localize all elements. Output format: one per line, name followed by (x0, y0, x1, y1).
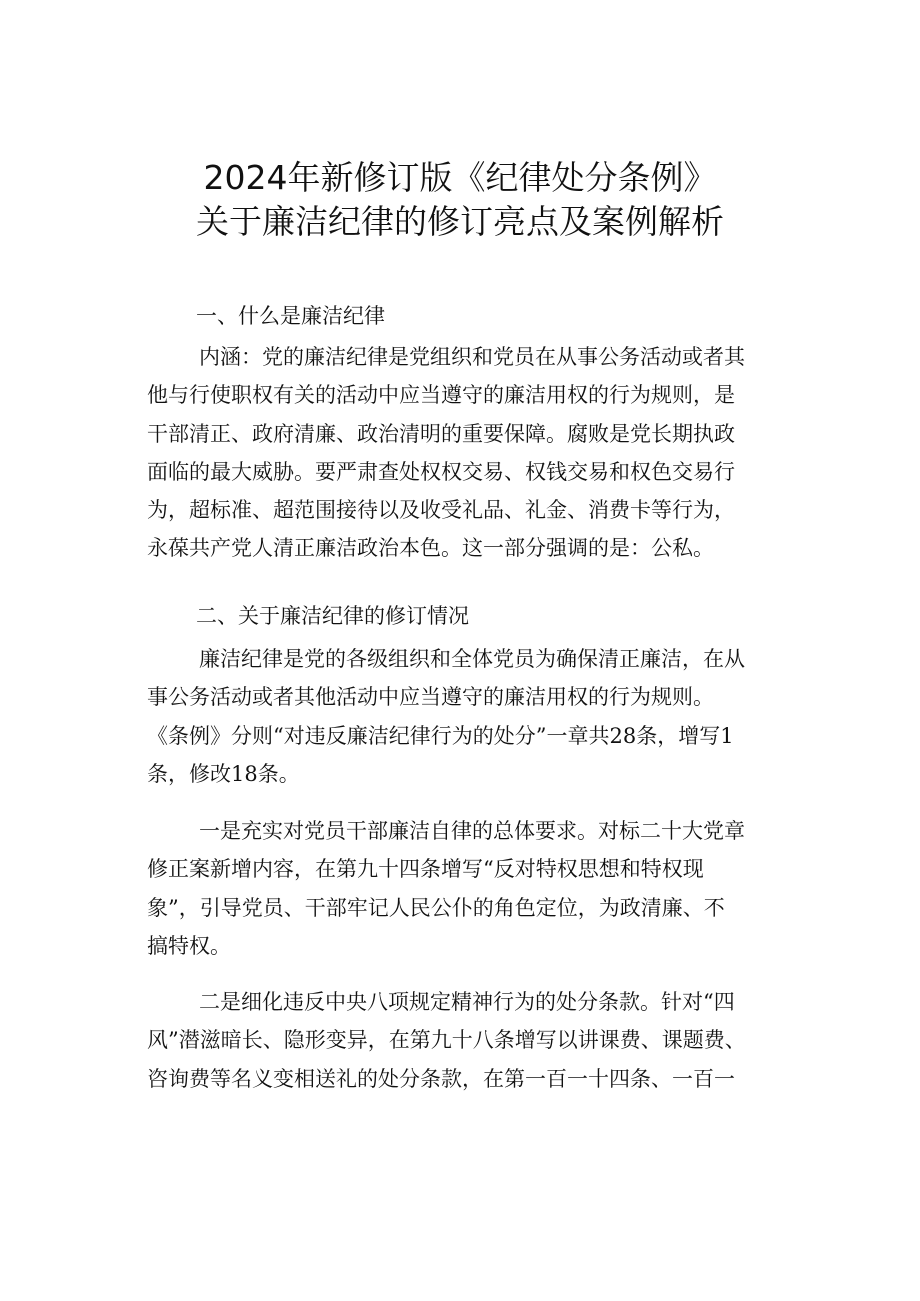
section-2-heading: 二、关于廉洁纪律的修订情况 (196, 604, 469, 628)
paragraph-line: 象”，引导党员、干部牢记人民公仆的角色定位，为政清廉、不 (147, 895, 725, 920)
paragraph-line: 为，超标准、超范围接待以及收受礼品、礼金、消费卡等行为， (147, 498, 735, 523)
section-1-heading: 一、什么是廉洁纪律 (196, 304, 385, 328)
paragraph-line: 修正案新增内容，在第九十四条增写“反对特权思想和特权现 (147, 857, 704, 882)
paragraph-line: 条，修改18条。 (147, 761, 300, 786)
paragraph-line: 他与行使职权有关的活动中应当遵守的廉洁用权的行为规则，是 (147, 383, 735, 408)
paragraph-line: 面临的最大威胁。要严肃查处权权交易、权钱交易和权色交易行 (147, 459, 735, 484)
paragraph-line: 咨询费等名义变相送礼的处分条款，在第一百一十四条、一百一 (147, 1066, 735, 1091)
paragraph-line: 永葆共产党人清正廉洁政治本色。这一部分强调的是：公私。 (147, 536, 714, 561)
document-title-line-1: 2024年新修订版《纪律处分条例》 (203, 158, 717, 197)
section-2-paragraph-2 (147, 812, 807, 965)
paragraph-line: 二是细化违反中央八项规定精神行为的处分条款。针对“四 (199, 990, 735, 1014)
paragraph-line: 事公务活动或者其他活动中应当遵守的廉洁用权的行为规则。 (147, 685, 714, 710)
section-2-paragraph-1 (147, 640, 807, 793)
paragraph-line: 风”潜滋暗长、隐形变异，在第九十八条增写以讲课费、课题费、 (147, 1028, 746, 1053)
document-title-line-2: 关于廉洁纪律的修订亮点及案例解析 (196, 202, 724, 241)
section-1-paragraph (147, 338, 807, 568)
paragraph-line: 《条例》分则“对违反廉洁纪律行为的处分”一章共28条，增写1 (147, 723, 734, 748)
section-2-paragraph-3 (147, 983, 807, 1098)
paragraph-line: 内涵：党的廉洁纪律是党组织和党员在从事公务活动或者其 (199, 345, 745, 369)
paragraph-line: 廉洁纪律是党的各级组织和全体党员为确保清正廉洁，在从 (199, 647, 745, 671)
paragraph-line: 干部清正、政府清廉、政治清明的重要保障。腐败是党长期执政 (147, 421, 735, 446)
paragraph-line: 搞特权。 (147, 933, 231, 958)
paragraph-line: 一是充实对党员干部廉洁自律的总体要求。对标二十大党章 (199, 819, 745, 843)
